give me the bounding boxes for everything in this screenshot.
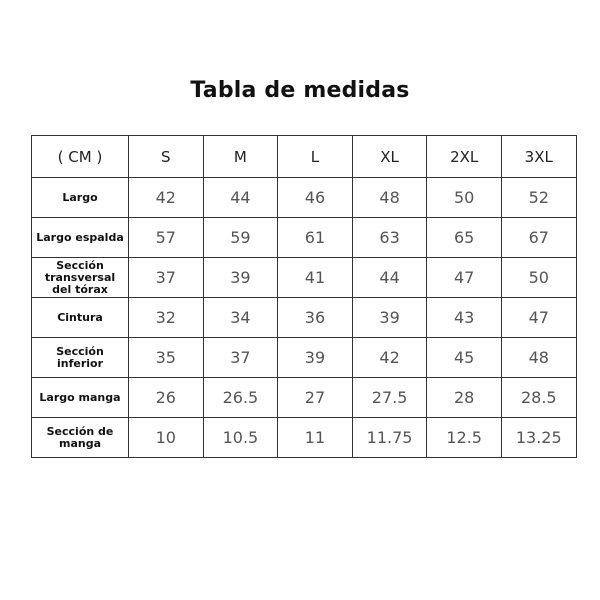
- size-header: 3XL: [501, 136, 576, 178]
- table-cell: 61: [278, 218, 353, 258]
- table-cell: 41: [278, 258, 353, 298]
- size-header: L: [278, 136, 353, 178]
- table-cell: 44: [203, 178, 278, 218]
- table-row: [32, 338, 577, 378]
- table-cell: 42: [352, 338, 427, 378]
- table-cell: 39: [352, 298, 427, 338]
- row-label: Largo: [32, 178, 129, 218]
- table-cell: 27: [278, 378, 353, 418]
- table-cell: 48: [352, 178, 427, 218]
- table-cell: 57: [129, 218, 204, 258]
- table-row: [32, 418, 577, 458]
- table-row: [32, 178, 577, 218]
- table-cell: 26.5: [203, 378, 278, 418]
- table-cell: 10: [129, 418, 204, 458]
- size-header: XL: [352, 136, 427, 178]
- table-cell: 39: [203, 258, 278, 298]
- table-cell: 11: [278, 418, 353, 458]
- unit-header: ( CM ): [32, 136, 129, 178]
- table-cell: 28: [427, 378, 502, 418]
- table-cell: 67: [501, 218, 576, 258]
- table-row: [32, 258, 577, 298]
- table-cell: 44: [352, 258, 427, 298]
- row-label: Sección transversal del tórax: [32, 258, 129, 298]
- table-cell: 37: [129, 258, 204, 298]
- table-cell: 50: [427, 178, 502, 218]
- table-cell: 47: [427, 258, 502, 298]
- table-cell: 13.25: [501, 418, 576, 458]
- table-cell: 27.5: [352, 378, 427, 418]
- row-label: Largo manga: [32, 378, 129, 418]
- table-cell: 26: [129, 378, 204, 418]
- row-label: Sección inferior: [32, 338, 129, 378]
- row-label: Largo espalda: [32, 218, 129, 258]
- table-cell: 47: [501, 298, 576, 338]
- row-label: Sección de manga: [32, 418, 129, 458]
- row-label: Cintura: [32, 298, 129, 338]
- table-header-row: [32, 136, 577, 178]
- size-table: [31, 135, 577, 458]
- size-header: S: [129, 136, 204, 178]
- table-cell: 48: [501, 338, 576, 378]
- table-cell: 32: [129, 298, 204, 338]
- table-cell: 52: [501, 178, 576, 218]
- table-cell: 12.5: [427, 418, 502, 458]
- page-title: Tabla de medidas: [190, 78, 410, 103]
- table-cell: 36: [278, 298, 353, 338]
- table-cell: 34: [203, 298, 278, 338]
- size-header: M: [203, 136, 278, 178]
- table-cell: 63: [352, 218, 427, 258]
- table-cell: 37: [203, 338, 278, 378]
- table-cell: 45: [427, 338, 502, 378]
- table-cell: 28.5: [501, 378, 576, 418]
- table-cell: 46: [278, 178, 353, 218]
- table-cell: 43: [427, 298, 502, 338]
- table-row: [32, 218, 577, 258]
- table-cell: 39: [278, 338, 353, 378]
- table-cell: 35: [129, 338, 204, 378]
- table-row: [32, 378, 577, 418]
- table-cell: 42: [129, 178, 204, 218]
- table-cell: 59: [203, 218, 278, 258]
- size-header: 2XL: [427, 136, 502, 178]
- table-cell: 10.5: [203, 418, 278, 458]
- table-row: [32, 298, 577, 338]
- table-cell: 50: [501, 258, 576, 298]
- table-cell: 11.75: [352, 418, 427, 458]
- table-cell: 65: [427, 218, 502, 258]
